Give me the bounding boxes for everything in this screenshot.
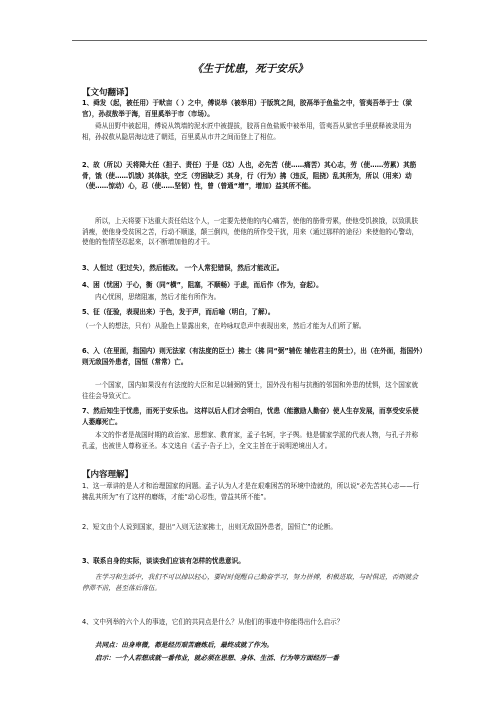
translation-item-1-explanation: 舜从田野中被起用，傅说从筑墙的泥水匠中被提拔，胶鬲自鱼盐贩中被举用，管夷吾从狱官手里获释被录用为相，孙叔敖从隐居海边进了朝廷，百里奚从市井之间而登上了相位。	[82, 122, 412, 141]
translation-item-6-explanation: 一个国家，国内如果没有有法度的大臣和足以辅弼的贤士，国外没有相与抗衡的邻国和外患的忧惧，这个国家就往往会导致灭亡。	[82, 381, 419, 400]
section-heading-comprehension: 【内容理解】	[82, 470, 134, 480]
translation-item-4: 4、困（忧困）于心，衡（同“横”，阻塞，不顺畅）于虑，而后作（作为，奋起）。	[82, 281, 323, 289]
comprehension-item-4-insight: 启示：一个人若想成就一番伟业，就必须在思想、身体、生活、行为等方面经历一番	[95, 654, 339, 662]
translation-item-6: 6、入（在里面，指国内）则无法家（有法度的臣士）拂士（拂 同“弼”辅佐 辅佐君主的贤士），出（在外面，指国外）则无敌国外患者，国恒（常常）亡。	[82, 347, 423, 366]
translation-item-3: 3、人恒过（犯过失），然后能改。 一个人常犯错误，然后才能改正。	[82, 264, 284, 272]
section-heading-translation: 【文句翻译】	[82, 88, 134, 98]
comprehension-item-1: 1、这一章讲的是人才和治理国家的问题。孟子认为人才是在艰难困苦的环境中造就的，所以说“必先苦其心志——行拂乱其所为”有了这样的磨练，才能“动心忍性，曾益其所不能”。	[82, 482, 420, 501]
header-rule	[72, 40, 427, 41]
translation-item-4-explanation: 内心忧困，思绪阻塞，然后才能有所作为。	[95, 293, 221, 301]
comprehension-item-4: 4、文中列举的六个人的事迹，它们的共同点是什么？从他们的事迹中你能得出什么启示？	[82, 618, 344, 626]
author-note: 本文的作者是战国时期的政治家、思想家、教育家，孟子名轲，字子舆。他是儒家学派的代表人物，与孔子并称孔孟，也被世人尊称亚圣。本文选自《孟子·告子上》，全文主旨在于说明逆境出人才。	[82, 431, 419, 450]
translation-item-5: 5、征（征验，表现出来）于色，发于声，而后喻（明白，了解）。	[82, 308, 275, 316]
translation-item-2-explanation: 所以，上天将要下达重大责任给这个人，一定要先使他的内心痛苦，使他的筋骨劳累，使他受饥挨饿，以致肌肤消瘦，使他身受贫困之苦，行动不顺遂，颠三倒四，使他的所作受干扰，用来（通过那样的途径）来使他的心警动，使他的性情坚忍起来，以不断增加他的才干。	[82, 217, 419, 247]
comprehension-item-3-answer: 在学习和生活中，我们不可以掉以轻心，要时时提醒自己勤奋学习，努力拼搏，积极进取，与时俱进，否则就会停滞不前，甚至落后落伍。	[82, 573, 419, 592]
translation-item-5-explanation: （一个人的想法，只有）从脸色上显露出来，在吟咏叹息声中表现出来，然后才能为人们所了解。	[82, 322, 366, 330]
comprehension-item-3: 3、联系自身的实际，谈谈我们应该有怎样的忧患意识。	[82, 557, 245, 565]
translation-item-7: 7、然后知生于忧患，而死于安乐也。 这样以后人们才会明白，忧患（能激励人勤奋）使人生存发展，而享受安乐使人萎靡死亡。	[82, 407, 419, 426]
document-title: 《生于忧患，死于安乐》	[192, 63, 308, 75]
comprehension-item-4-common-point: 共同点：出身卑微，都是经历艰苦磨炼后，最终成就了作为。	[95, 641, 274, 649]
translation-item-1: 1、舜发（起，被任用）于畎亩（ ）之中，傅说举（被举用）于版筑之间，胶鬲举于鱼盐之中，管夷吾举于士（狱官），孙叔敖举于海，百里奚举于市（市场）。	[82, 99, 412, 118]
comprehension-item-2: 2、短文由个人说到国家，提出“入则无法家拂士，出则无敌国外患者，国恒亡”的论断。	[82, 523, 337, 531]
translation-item-2: 2、故（所以）天将降大任（担子、责任）于是（这）人也，必先苦（使……痛苦）其心志，劳（使……劳累）其筋骨，饿（使……饥饿）其体肤，空乏（穷困缺乏）其身，行（行为）拂（违反，阻挠）乱其所为，所以（用来）动（使……惊动）心，忍（使……坚韧）性，曾（曾通“增”，增加）益其所不能。	[82, 161, 417, 191]
